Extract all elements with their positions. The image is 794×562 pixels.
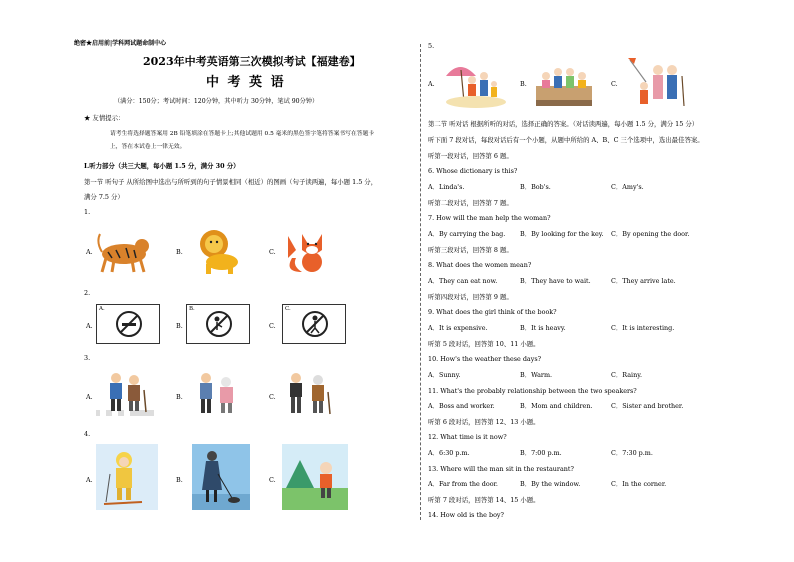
dialog-2-prompt: 听第二段对话，回答第 7 题。 [428, 199, 513, 207]
column-divider [420, 44, 421, 520]
q6-option-a: A．Linda's. [428, 183, 465, 191]
q11-option-a: A．Boss and worker. [428, 402, 495, 410]
q11-option-c: C．Sister and brother. [611, 402, 684, 410]
header-org: 绝密★启用前|学科网试题命制中心 [74, 40, 167, 47]
subject-title: 中 考 英 语 [206, 75, 286, 90]
q4-option-a: A. [86, 476, 93, 484]
q2-option-a: A. [86, 322, 93, 330]
exam-info: （满分：150分；考试时间：120分钟，其中听力 30分钟，笔试 90分钟） [114, 98, 319, 105]
question-6: 6. Whose dictionary is this? [428, 167, 518, 175]
part1-line-2: 满分 7.5 分） [84, 193, 124, 201]
q8-option-c: C．They arrive late. [611, 277, 676, 285]
q12-option-a: A．6:30 p.m. [428, 449, 470, 457]
part2-line-1: 第二节 听对话 根据所听的对话，选择正确的答案。（对话读两遍，每小题 1.5 分，满分 15 分） [428, 120, 699, 128]
no-walking-icon [301, 310, 329, 338]
sign-a-label: A. [99, 306, 105, 312]
fox-image [282, 228, 334, 276]
q6-option-b: B．Bob's. [520, 183, 551, 191]
family-dinner-image [532, 56, 596, 110]
family-cleaning-image [626, 56, 688, 110]
q5-option-c: C. [611, 80, 618, 88]
q6-option-c: C．Amy's. [611, 183, 644, 191]
sign-a [96, 304, 160, 344]
q1-option-c: C. [269, 248, 276, 256]
young-man-and-elder-image [284, 368, 334, 418]
q8-option-a: A．They can eat now. [428, 277, 498, 285]
q13-option-c: C．In the corner. [611, 480, 667, 488]
q10-option-b: B．Warm. [520, 371, 553, 379]
dialog-7-prompt: 听第 7 段对话，回答第 14、15 小题。 [428, 496, 540, 504]
q3-option-c: C. [269, 393, 276, 401]
q13-option-a: A．Far from the door. [428, 480, 498, 488]
camping-kids-image [282, 444, 348, 510]
lion-image [192, 228, 242, 276]
q4-option-b: B. [176, 476, 183, 484]
q7-option-c: C．By opening the door. [611, 230, 690, 238]
q2-option-b: B. [176, 322, 183, 330]
no-smoking-icon [115, 310, 143, 338]
family-beach-image [442, 58, 506, 110]
q10-option-a: A．Sunny. [428, 371, 461, 379]
question-8: 8. What does the women mean? [428, 261, 532, 269]
tiger-image [96, 228, 154, 276]
sign-b [186, 304, 250, 344]
q2-option-c: C. [269, 322, 276, 330]
q3-option-b: B. [176, 393, 183, 401]
q1-option-b: B. [176, 248, 183, 256]
q1-option-a: A. [86, 248, 93, 256]
q12-option-c: C．7:30 p.m. [611, 449, 653, 457]
part1-line-1: 第一节 听句子 从所给图中选出与所听到的句子情景相同（相近）的图画（句子读两遍，每小题 1.5 分， [84, 178, 378, 186]
q1-number: 1. [84, 208, 91, 216]
part2-line-2: 听下面 7 段对话，每段对话后有一个小题，从题中所给的 A、B、C 三个选项中，选出最佳答案。 [428, 136, 704, 144]
question-10: 10. How's the weather these days? [428, 355, 542, 363]
q5-number: 5. [428, 42, 435, 50]
sign-c [282, 304, 346, 344]
question-9: 9. What does the girl think of the book? [428, 308, 557, 316]
q3-number: 3. [84, 354, 91, 362]
helping-elderly-image [192, 368, 242, 418]
dialog-5-prompt: 听第 5 段对话，回答第 10、11 小题。 [428, 340, 540, 348]
question-14: 14. How old is the boy? [428, 511, 504, 519]
question-13: 13. Where will the man sit in the restaurant? [428, 465, 574, 473]
no-littering-icon [205, 310, 233, 338]
crossing-street-image [96, 370, 154, 418]
question-12: 12. What time is it now? [428, 433, 507, 441]
walking-dog-image [192, 444, 250, 510]
sign-b-label: B. [189, 306, 195, 312]
q5-option-a: A. [428, 80, 435, 88]
q7-option-a: A．By carrying the bag. [428, 230, 506, 238]
notice-title: ★ 友情提示： [84, 114, 125, 122]
dialog-1-prompt: 听第一段对话，回答第 6 题。 [428, 152, 513, 160]
dialog-4-prompt: 听第四段对话，回答第 9 题。 [428, 293, 513, 301]
skiing-girl-image [96, 444, 158, 510]
q12-option-b: B．7:00 p.m. [520, 449, 562, 457]
q11-option-b: B．Mom and children. [520, 402, 593, 410]
q9-option-b: B．It is heavy. [520, 324, 566, 332]
q13-option-b: B．By the window. [520, 480, 581, 488]
q2-number: 2. [84, 289, 91, 297]
notice-line-2: 上，答在本试卷上一律无效。 [110, 144, 186, 150]
q8-option-b: B．They have to wait. [520, 277, 591, 285]
q4-number: 4. [84, 430, 91, 438]
sign-c-label: C. [285, 306, 291, 312]
section-title: I.听力部分（共三大题，每小题 1.5 分，满分 30 分） [84, 162, 240, 170]
q3-option-a: A. [86, 393, 93, 401]
exam-title: 2023年中考英语第三次模拟考试【福建卷】 [143, 55, 361, 68]
question-7: 7. How will the man help the woman? [428, 214, 551, 222]
q9-option-c: C．It is interesting. [611, 324, 675, 332]
q10-option-c: C．Rainy. [611, 371, 643, 379]
notice-line-1: 请考生将选择题答案用 2B 铅笔填涂在答题卡上;其他试题用 0.5 毫米的黑色签字笔将答案书写在答题卡 [110, 131, 375, 137]
dialog-3-prompt: 听第三段对话，回答第 8 题。 [428, 246, 513, 254]
q5-option-b: B. [520, 80, 527, 88]
dialog-6-prompt: 听第 6 段对话，回答第 12、13 小题。 [428, 418, 540, 426]
q9-option-a: A．It is expensive. [428, 324, 488, 332]
q7-option-b: B．By looking for the key. [520, 230, 604, 238]
q4-option-c: C. [269, 476, 276, 484]
question-11: 11. What's the probably relationship between the two speakers? [428, 387, 637, 395]
